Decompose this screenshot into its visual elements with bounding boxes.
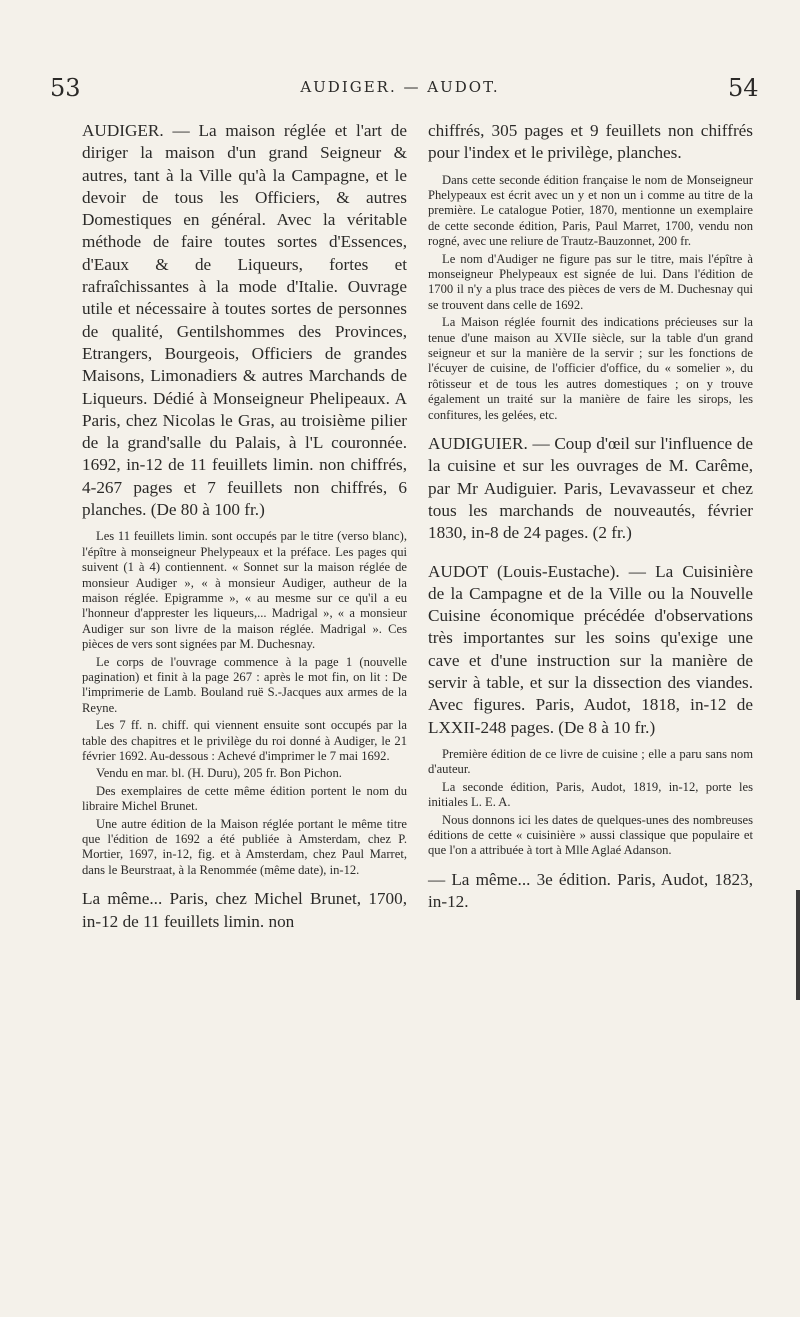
note-paragraph: Les 7 ff. n. chiff. qui viennent ensuite sont occupés par la table des chapitres et le privilège du roi donné à Audiger, le 21 février 1692. Au-dessous : Achevé d'imprimer le 7 mai 1692. bbox=[82, 718, 407, 764]
page-number-left: 53 bbox=[50, 74, 81, 102]
note-paragraph: Une autre édition de la Maison réglée portant le même titre que l'édition de 1692 a été publiée à Amsterdam, chez P. Mortier, 1697, in-12, fig. et à Amsterdam, chez Paul Marret, dans le Beurstraat, à la Renommée (même date), in-12. bbox=[82, 816, 407, 877]
note-paragraph: Nous donnons ici les dates de quelques-unes des nombreuses éditions de cette « cuisinière » aussi classique que populaire et que l'on a attribuée à tort à Mlle Aglaé Adanson. bbox=[428, 812, 753, 858]
entry-la-meme-3e-edition: — La même... 3e édition. Paris, Audot, 1823, in-12. bbox=[428, 869, 753, 912]
entry-audiger: AUDIGER. — La maison réglée et l'art de diriger la maison d'un grand Seigneur & autres, tant à la Ville qu'à la Campagne, et le devoir de tous les Officiers, & autres Domestiques en général. Avec la véritable méthode de faire toutes sortes d'Essences, d'Eaux & de Liqueurs, fortes et rafraîchissantes à la mode d'Italie. Ouvrage utile et nécessaire à toutes sortes de personnes de qualité, Gentilshommes des Provinces, Etrangers, Bourgeois, Officiers de grandes Maisons, Limonadiers & autres Marchands de Liqueurs. Dédié à Monseigneur Phelipeaux. A Paris, chez Nicolas le Gras, au troisième pilier de la grand'salle du Palais, à l'L couronnée. 1692, in-12 de 11 feuillets limin. non chiffrés, 4-267 pages et 7 feuillets non chiffrés, 6 planches. (De 80 à 100 fr.) bbox=[82, 121, 407, 520]
entry-audot: AUDOT (Louis-Eustache). — La Cuisinière de la Campagne et de la Ville ou la Nouvelle Cuisine économique précédée d'observations très importantes sur les soins qu'exige une cave et d'une instruction sur la manière de servir à table, et sur la dissection des viandes. Avec figures. Paris, Audot, 1818, in-12 de LXXII-248 pages. (De 8 à 10 fr.) bbox=[428, 561, 753, 737]
note-paragraph: Des exemplaires de cette même édition portent le nom du libraire Michel Brunet. bbox=[82, 783, 407, 814]
right-column bbox=[428, 120, 753, 921]
note-paragraph: Le nom d'Audiger ne figure pas sur le titre, mais l'épître à monseigneur Phelypeaux est signée de lui. Dans l'édition de 1700 il n'y a plus trace des pièces de vers de M. Duchesnay qui se trouvent dans celle de 1692. bbox=[428, 251, 753, 312]
note-paragraph: Les 11 feuillets limin. sont occupés par le titre (verso blanc), l'épître à monseigneur Phelypeaux et la préface. Les pages qui suivent (1 à 4) contiennent. « Sonnet sur la maison réglée de monsieur Audiger », « à monsieur Audiger, autheur de la maison réglée. Epigramme », « au mesme sur ce qu'il a eu l'honneur d'apprester les liqueurs,... Madrigal », « a monsieur Audiger sur son livre de la maison réglée. Madrigal ». Ces pièces de vers sont signées par M. Duchesnay. bbox=[82, 529, 407, 652]
page-number-right: 54 bbox=[728, 74, 759, 102]
note-paragraph: La seconde édition, Paris, Audot, 1819, in-12, porte les initiales L. E. A. bbox=[428, 779, 753, 810]
note-paragraph: La Maison réglée fournit des indications précieuses sur la tenue d'une maison au XVIIe siècle, sur la table d'un grand seigneur et sur la manière de la servir ; sur les fonctions de l'écuyer de cuisine, de l'officier d'office, du « somelier », du rôtisseur et de tous les autres domestiques ; on y trouve également un traité sur la manière de faire les sirops, les confitures, les gelées, etc. bbox=[428, 315, 753, 422]
page-edge-mark bbox=[796, 890, 800, 1000]
entry-continuation: chiffrés, 305 pages et 9 feuillets non chiffrés pour l'index et le privilège, planches. bbox=[428, 121, 753, 163]
entry-audiguier: AUDIGUIER. — Coup d'œil sur l'influence de la cuisine et sur les ouvrages de M. Carême, par Mr Audiguier. Paris, Levavasseur et chez tous les marchands de nouveautés, février 1830, in-8 de 24 pages. (2 fr.) bbox=[428, 434, 753, 543]
note-paragraph: Dans cette seconde édition française le nom de Monseigneur Phelypeaux est écrit avec un y et non un i comme au titre de la première. Le catalogue Potier, 1870, mentionne un exemplaire de cette seconde édition, Paris, Paul Marret, 1700, vendu non rogné, avec une reliure de Trautz-Bauzonnet, 200 fr. bbox=[428, 172, 753, 249]
left-column bbox=[82, 120, 407, 941]
note-paragraph: Le corps de l'ouvrage commence à la page 1 (nouvelle pagination) et finit à la page 267 : après le mot fin, on lit : De l'imprimerie de Lamb. Bouland ruë S.-Jacques aux armes de la Reyne. bbox=[82, 654, 407, 715]
running-head: AUDIGER. — AUDOT. bbox=[300, 78, 500, 96]
page-header bbox=[0, 72, 800, 112]
entry-la-meme-1700: La même... Paris, chez Michel Brunet, 1700, in-12 de 11 feuillets limin. non bbox=[82, 889, 407, 931]
note-paragraph: Première édition de ce livre de cuisine ; elle a paru sans nom d'auteur. bbox=[428, 746, 753, 777]
note-paragraph: Vendu en mar. bl. (H. Duru), 205 fr. Bon Pichon. bbox=[96, 766, 342, 781]
